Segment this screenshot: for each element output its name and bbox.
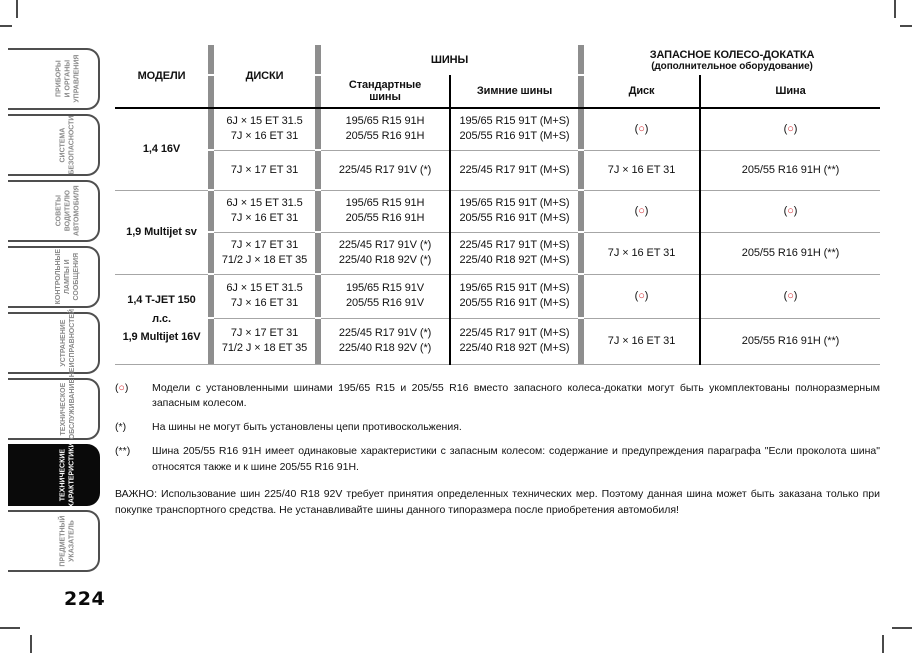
spare-wheel-subtitle: (дополнительное оборудование) bbox=[651, 60, 813, 72]
spare-disk-cell: (○) bbox=[584, 274, 700, 318]
sidebar-tab-harakteristiki[interactable] bbox=[8, 444, 100, 506]
content bbox=[115, 45, 880, 519]
crop-mark-top-left-h bbox=[0, 25, 12, 27]
footnote-marker: (**) bbox=[115, 444, 131, 457]
model-name: 1,4 16V bbox=[115, 108, 208, 190]
standard-tires-cell: 225/45 R17 91V (*) 225/40 R18 92V (*) bbox=[321, 232, 450, 274]
table-row bbox=[115, 108, 880, 150]
standard-tires-cell: 225/45 R17 91V (*) 225/40 R18 92V (*) bbox=[321, 318, 450, 364]
sidebar-tab-pribory[interactable] bbox=[8, 48, 100, 110]
disks-cell: 6J × 15 ET 31.5 7J × 16 ET 31 bbox=[214, 274, 315, 318]
header-row-1 bbox=[115, 45, 880, 75]
spare-tire-cell: (○) bbox=[700, 190, 880, 232]
col-header-disks: ДИСКИ bbox=[214, 45, 315, 108]
important-note: ВАЖНО: Использование шин 225/40 R18 92V требует принятия определенных технических мер. Поэтому данная шина может быть заказана только при покупке транспортного средства. Не устанавливайте шины данного типоразмера после приобретения автомобиля! bbox=[115, 488, 880, 516]
table-row bbox=[115, 318, 880, 364]
spare-tire-cell: 205/55 R16 91H (**) bbox=[700, 232, 880, 274]
circle-marker: ○ bbox=[638, 122, 645, 135]
sidebar-tab-label: ПРИБОРЫ И ОРГАНЫ УПРАВЛЕНИЯ bbox=[55, 54, 81, 104]
col-header-spare-wheel bbox=[584, 45, 880, 75]
spec-table-head bbox=[115, 45, 880, 108]
col-header-spare-disk: Диск bbox=[584, 75, 700, 108]
column-separator bbox=[208, 75, 214, 108]
sidebar-tab-label: УСТРАНЕНИЕ НЕИСПРАВНОСТЕЙ bbox=[59, 308, 76, 378]
footnote bbox=[115, 444, 880, 476]
col-header-models: МОДЕЛИ bbox=[115, 45, 208, 108]
footnote-text: Модели с установленными шинами 195/65 R15 и 205/55 R16 вместо запасного колеса-докатки могут быть укомплектованы полноразмерным запасным колесом. bbox=[152, 381, 880, 410]
col-header-spare-tire: Шина bbox=[700, 75, 880, 108]
spare-disk-cell: 7J × 16 ET 31 bbox=[584, 150, 700, 190]
winter-tires-cell: 195/65 R15 91T (M+S) 205/55 R16 91T (M+S) bbox=[450, 190, 578, 232]
winter-tires-cell: 225/45 R17 91T (M+S) 225/40 R18 92T (M+S) bbox=[450, 232, 578, 274]
spare-tire-cell: (○) bbox=[700, 108, 880, 150]
circle-marker: ○ bbox=[787, 122, 794, 135]
crop-mark-bottom-left-v bbox=[30, 635, 32, 653]
circle-marker: ○ bbox=[638, 289, 645, 302]
spare-tire-cell: (○) bbox=[700, 274, 880, 318]
model-name: 1,9 Multijet sv bbox=[115, 190, 208, 274]
spare-tire-cell: 205/55 R16 91H (**) bbox=[700, 150, 880, 190]
sidebar-tab-sovety[interactable] bbox=[8, 180, 100, 242]
sidebar-tab-label: ТЕХНИЧЕСКИЕ ХАРАКТЕРИСТИКИ bbox=[59, 442, 77, 508]
sidebar-tab-obsluzhivanie[interactable] bbox=[8, 378, 100, 440]
standard-tires-cell: 195/65 R15 91H 205/55 R16 91H bbox=[321, 190, 450, 232]
page-number: 224 bbox=[64, 588, 106, 610]
sidebar-tab-label: ТЕХНИЧЕСКОЕ ОБСЛУЖИВАНИЕ bbox=[59, 378, 76, 440]
crop-mark-bottom-right-v bbox=[882, 635, 884, 653]
sidebar-tab-label: СОВЕТЫ ВОДИТЕЛЮ АВТОМОБИЛЯ bbox=[55, 185, 81, 237]
crop-mark-top-left-v bbox=[16, 0, 18, 18]
spare-disk-cell: (○) bbox=[584, 190, 700, 232]
spare-tire-cell: 205/55 R16 91H (**) bbox=[700, 318, 880, 364]
sidebar-tab-sistema[interactable] bbox=[8, 114, 100, 176]
crop-mark-bottom-right-h bbox=[892, 627, 912, 629]
footnote-marker: (*) bbox=[115, 421, 127, 433]
spec-table bbox=[115, 45, 880, 365]
winter-tires-cell: 225/45 R17 91T (M+S) bbox=[450, 150, 578, 190]
sidebar-tab-kontrolnye[interactable] bbox=[8, 246, 100, 308]
sidebar-tab-label: КОНТРОЛЬНЫЕ ЛАМПЫ И СООБЩЕНИЯ bbox=[55, 249, 81, 305]
crop-mark-top-right-v bbox=[894, 0, 896, 18]
footnotes bbox=[115, 381, 880, 476]
spare-disk-cell: 7J × 16 ET 31 bbox=[584, 232, 700, 274]
spare-disk-cell: (○) bbox=[584, 108, 700, 150]
circle-marker: ○ bbox=[787, 289, 794, 302]
circle-marker: ○ bbox=[638, 204, 645, 217]
footnote-text: Шина 205/55 R16 91H имеет одинаковые характеристики с запасным колесом: содержание и предупреждения параграфа "Если проколота шина" относятся также и к шине 205/55 R16 91H. bbox=[152, 444, 880, 473]
footnote-text: На шины не могут быть установлены цепи противоскольжения. bbox=[152, 421, 462, 433]
winter-tires-cell: 195/65 R15 91T (M+S) 205/55 R16 91T (M+S) bbox=[450, 108, 578, 150]
footnote bbox=[115, 381, 880, 413]
sidebar-tab-label: СИСТЕМА БЕЗОПАСНОСТИ bbox=[59, 115, 76, 175]
sidebar-tab-label: ПРЕДМЕТНЫЙ УКАЗАТЕЛЬ bbox=[59, 515, 76, 567]
disks-cell: 7J × 17 ET 31 71/2 J × 18 ET 35 bbox=[214, 232, 315, 274]
spare-disk-cell: 7J × 16 ET 31 bbox=[584, 318, 700, 364]
sidebar-tab-ustranenie[interactable] bbox=[8, 308, 100, 378]
standard-tires-cell: 195/65 R15 91H 205/55 R16 91H bbox=[321, 108, 450, 150]
disks-cell: 6J × 15 ET 31.5 7J × 16 ET 31 bbox=[214, 190, 315, 232]
sidebar-tab-ukazatel[interactable] bbox=[8, 510, 100, 572]
table-row bbox=[115, 232, 880, 274]
sidebar bbox=[8, 48, 100, 576]
disks-cell: 7J × 17 ET 31 bbox=[214, 150, 315, 190]
col-header-tires: ШИНЫ bbox=[430, 54, 469, 66]
winter-tires-cell: 195/65 R15 91T (M+S) 205/55 R16 91T (M+S) bbox=[450, 274, 578, 318]
footnote bbox=[115, 420, 880, 436]
circle-marker: ○ bbox=[118, 381, 125, 394]
standard-tires-cell: 195/65 R15 91V 205/55 R16 91V bbox=[321, 274, 450, 318]
table-row bbox=[115, 190, 880, 232]
spare-wheel-title: ЗАПАСНОЕ КОЛЕСО-ДОКАТКА bbox=[649, 48, 815, 61]
disks-cell: 7J × 17 ET 31 71/2 J × 18 ET 35 bbox=[214, 318, 315, 364]
model-name: 1,4 T-JET 150 л.с. 1,9 Multijet 16V bbox=[115, 274, 208, 364]
disks-cell: 6J × 15 ET 31.5 7J × 16 ET 31 bbox=[214, 108, 315, 150]
table-row bbox=[115, 274, 880, 318]
spec-table-body bbox=[115, 108, 880, 364]
circle-marker: ○ bbox=[787, 204, 794, 217]
col-header-winter-tires: Зимние шины bbox=[450, 75, 578, 108]
col-header-standard-tires: Стандартные шины bbox=[321, 75, 450, 108]
crop-mark-bottom-left-h bbox=[0, 627, 20, 629]
winter-tires-cell: 225/45 R17 91T (M+S) 225/40 R18 92T (M+S) bbox=[450, 318, 578, 364]
standard-tires-cell: 225/45 R17 91V (*) bbox=[321, 150, 450, 190]
crop-mark-top-right-h bbox=[900, 25, 912, 27]
footnote-marker: (○) bbox=[115, 381, 129, 394]
table-row bbox=[115, 150, 880, 190]
